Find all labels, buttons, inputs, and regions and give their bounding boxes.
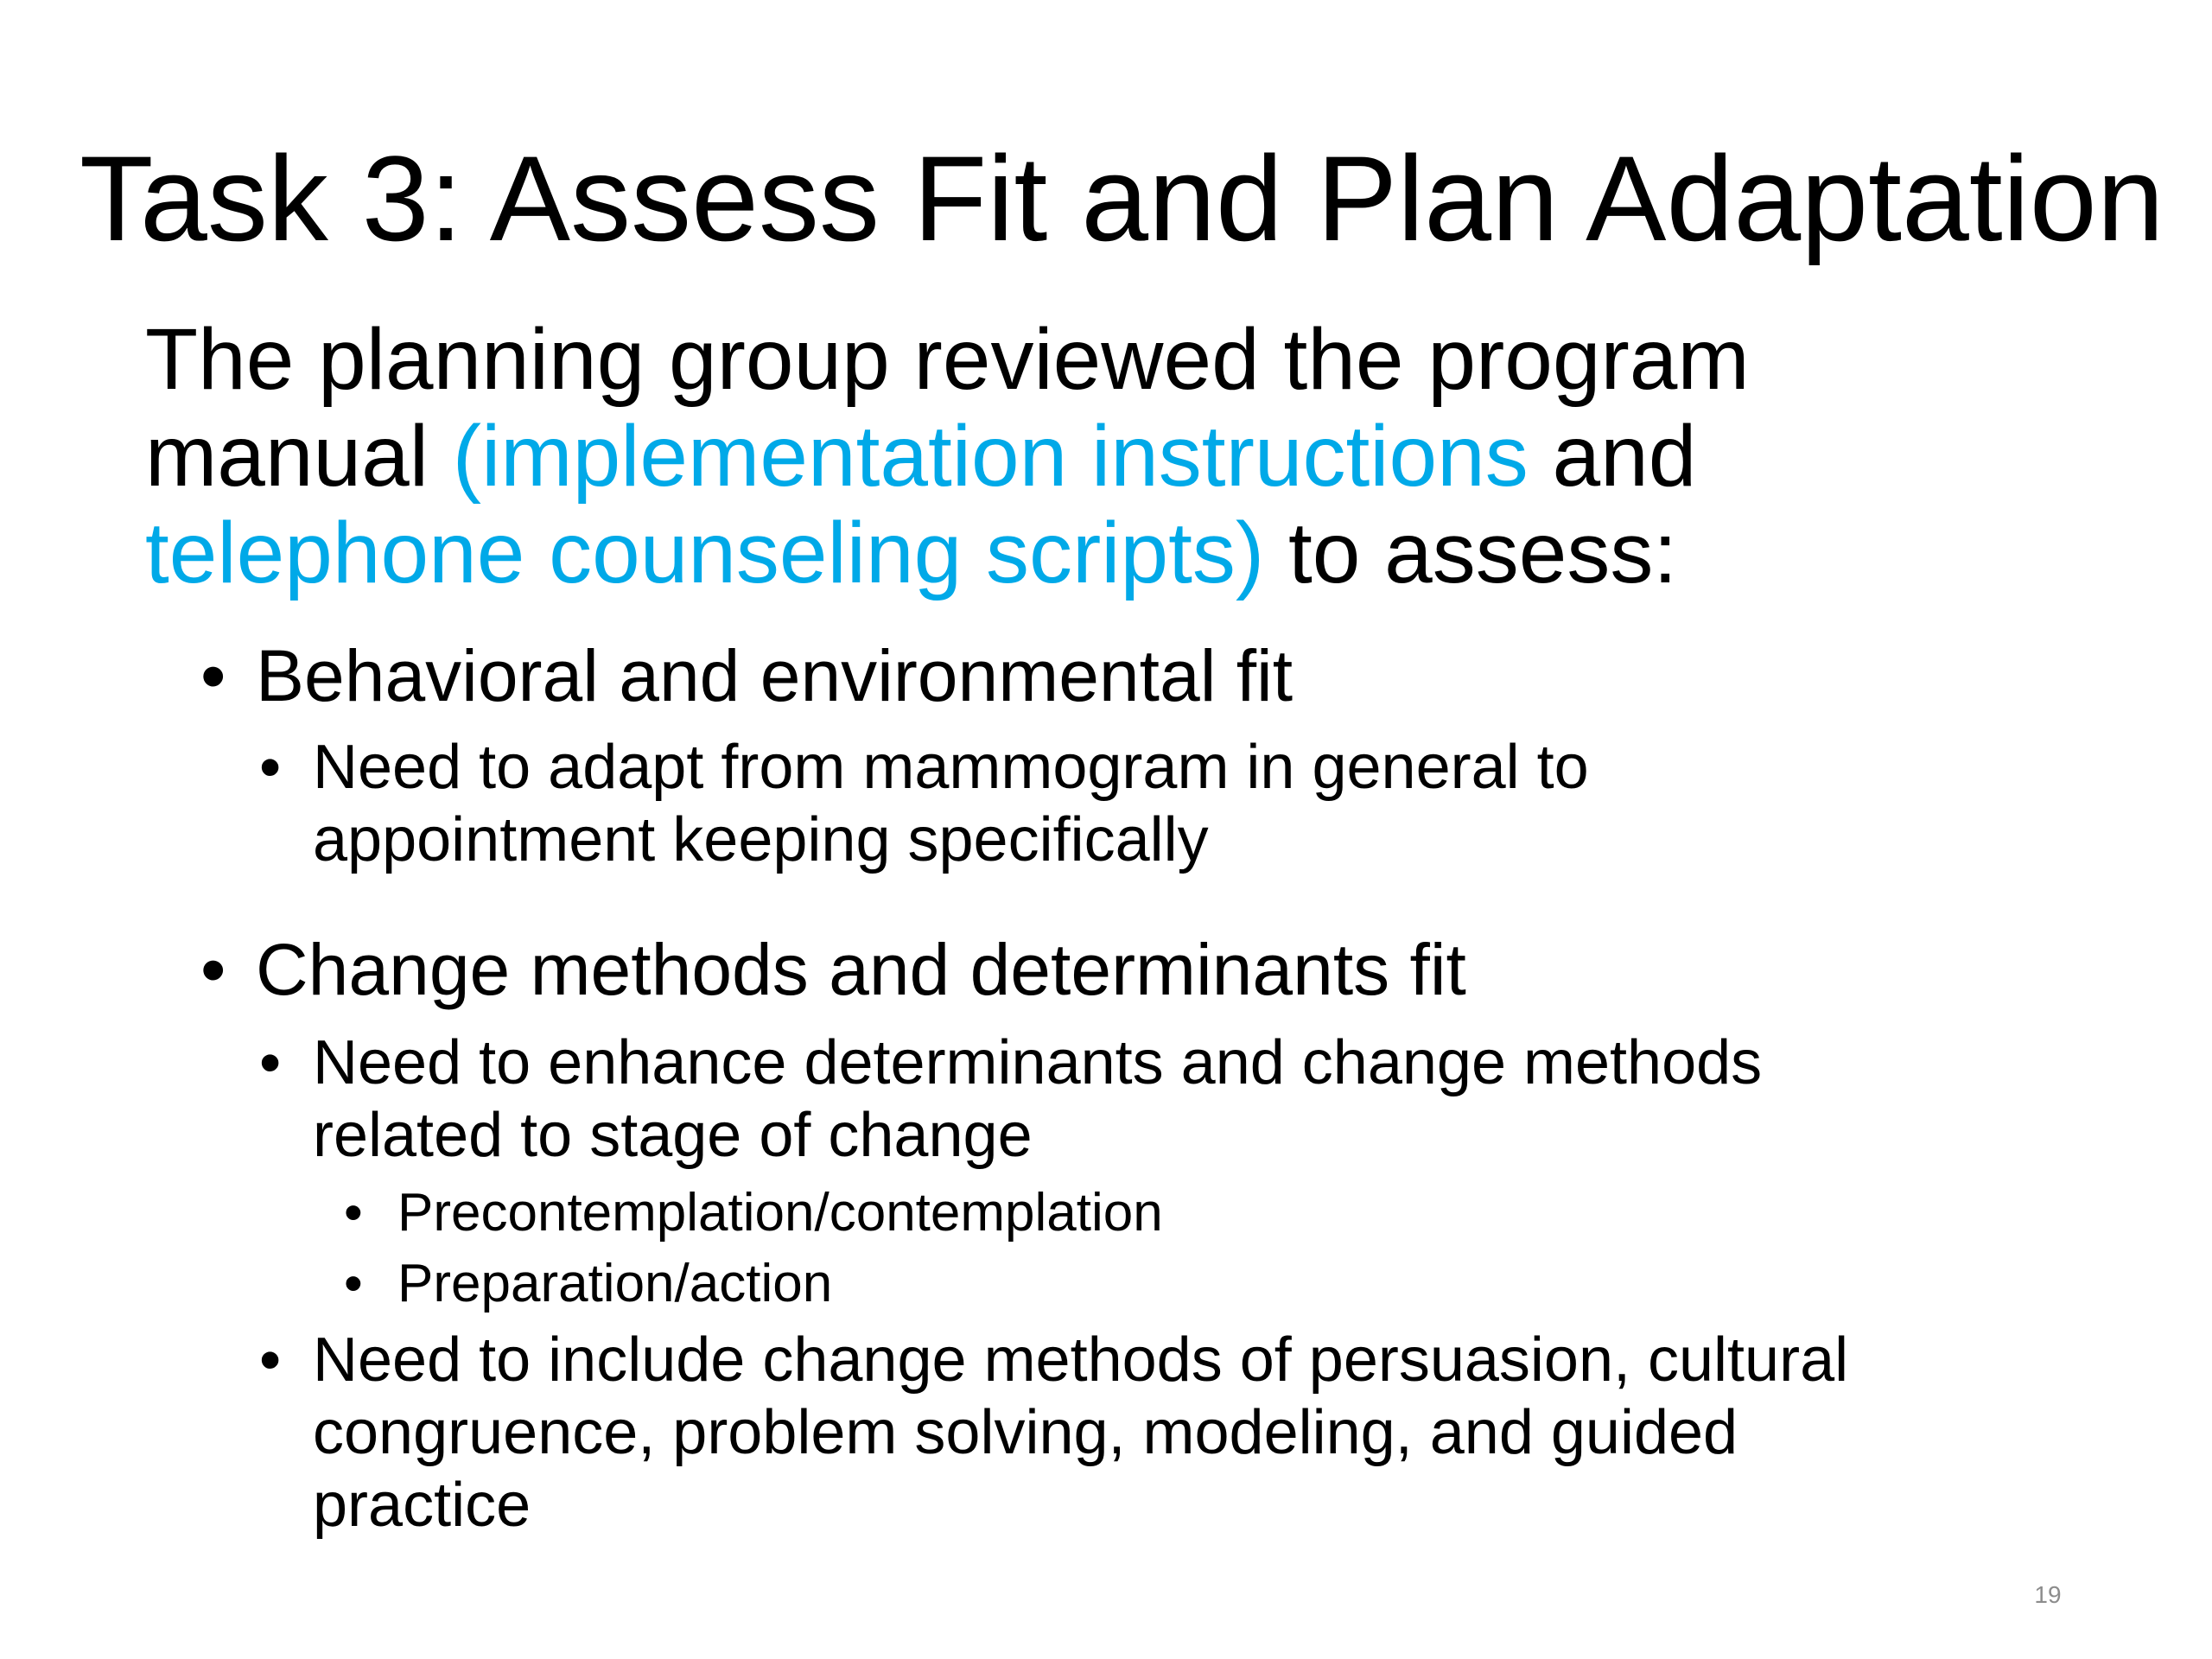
intro-text: and: [1528, 408, 1697, 505]
intro-text: manual: [145, 408, 453, 505]
intro-text: The planning group reviewed the program: [145, 311, 1750, 408]
slide-title: Task 3: Assess Fit and Plan Adaptation: [79, 130, 2164, 266]
intro-highlight: telephone counseling scripts): [145, 505, 1265, 601]
bullet-dot: •: [259, 1325, 282, 1395]
bullet-dot: •: [200, 929, 226, 1010]
bullet-text: Behavioral and environmental fit: [256, 635, 1294, 716]
bullet-text: Precontemplation/contemplation: [397, 1183, 1163, 1243]
bullet-text: Preparation/action: [397, 1254, 833, 1313]
bullet-text: Need to adapt from mammogram in general to: [313, 733, 1589, 802]
bullet-dot: •: [259, 733, 282, 802]
bullet-text: practice: [313, 1471, 531, 1540]
bullet-text: Change methods and determinants fit: [256, 929, 1466, 1010]
page-number: 19: [2034, 1581, 2062, 1608]
intro-text: to assess:: [1264, 505, 1678, 601]
intro-line-3: [145, 505, 2046, 601]
bullet-dot: •: [200, 635, 226, 716]
intro-paragraph: [145, 311, 2046, 601]
bullet-text: appointment keeping specifically: [313, 805, 1209, 874]
bullet-dot: •: [344, 1183, 363, 1243]
bullet-text: related to stage of change: [313, 1101, 1033, 1170]
bullet-text: Need to enhance determinants and change methods: [313, 1028, 1763, 1097]
intro-highlight: (implementation instructions: [452, 408, 1529, 505]
intro-line-1: [145, 311, 2046, 408]
bullet-text: Need to include change methods of persuasion, cultural: [313, 1325, 1849, 1395]
bullet-text: congruence, problem solving, modeling, and guided: [313, 1398, 1738, 1467]
bullet-dot: •: [344, 1254, 363, 1313]
intro-line-2: [145, 408, 2046, 505]
bullet-dot: •: [259, 1028, 282, 1097]
